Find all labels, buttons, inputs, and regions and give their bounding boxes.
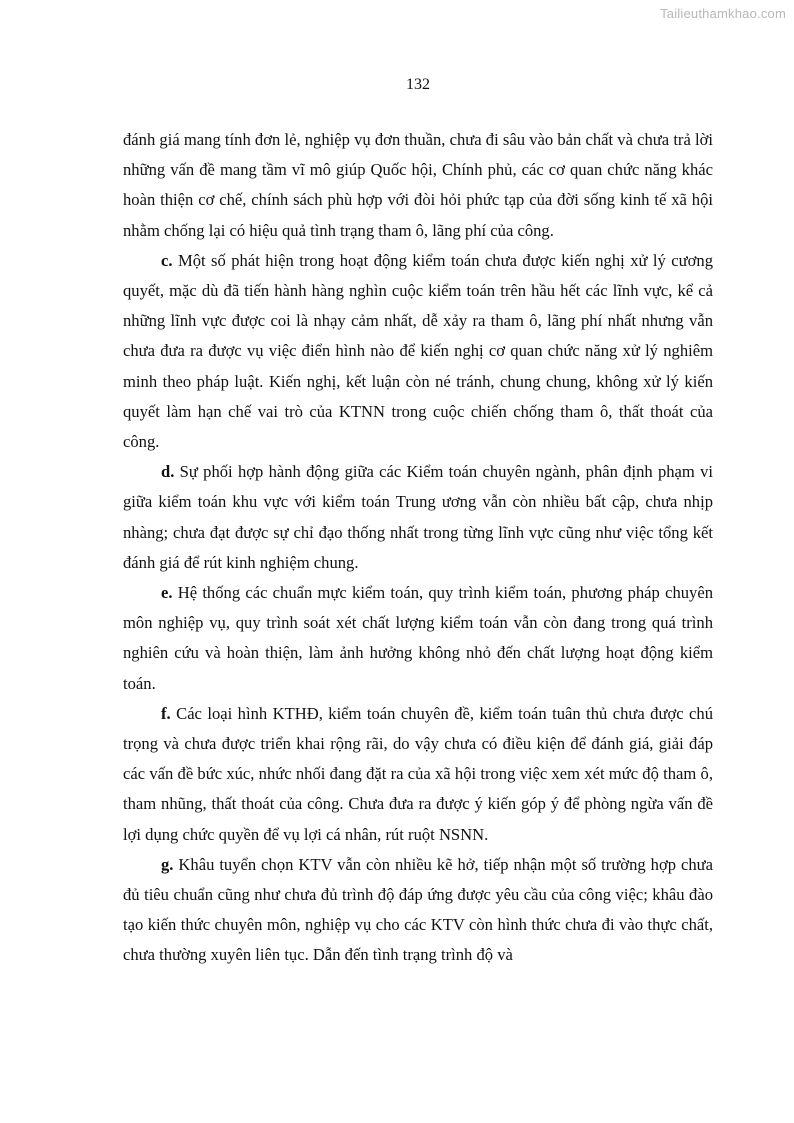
paragraph-text: đánh giá mang tính đơn lẻ, nghiệp vụ đơn thuần, chưa đi sâu vào bản chất và chưa trả lời những vấn đề mang tầm vĩ mô giúp Quốc hội, Chính phủ, các cơ quan chức năng khác hoàn thiện cơ chế, chính sách phù hợp với đòi hỏi phức tạp của đời sống kinh tế xã hội nhằm chống lại có hiệu quả tình trạng tham ô, lãng phí của công. bbox=[123, 130, 713, 240]
paragraph-d bbox=[123, 457, 713, 578]
paragraph-text: Sự phối hợp hành động giữa các Kiểm toán chuyên ngành, phân định phạm vi giữa kiểm toán khu vực với kiểm toán Trung ương vẫn còn nhiều bất cập, chưa nhịp nhàng; chưa đạt được sự chỉ đạo thống nhất trong từng lĩnh vực cũng như việc tổng kết đánh giá để rút kinh nghiệm chung. bbox=[123, 462, 713, 572]
page-number: 132 bbox=[406, 76, 430, 93]
paragraph-label: g. bbox=[161, 854, 174, 874]
paragraph-label: c. bbox=[161, 250, 173, 270]
paragraph-g bbox=[123, 850, 713, 971]
paragraph-e bbox=[123, 578, 713, 699]
paragraph-label: f. bbox=[161, 703, 171, 723]
paragraph-c bbox=[123, 246, 713, 457]
paragraph-text: Các loại hình KTHĐ, kiểm toán chuyên đề, kiểm toán tuân thủ chưa được chú trọng và chưa được triển khai rộng rãi, do vậy chưa có điều kiện để đánh giá, giải đáp các vấn đề bức xúc, nhức nhối đang đặt ra của xã hội trong việc xem xét mức độ tham ô, tham nhũng, thất thoát của công. Chưa đưa ra được ý kiến góp ý để phòng ngừa vấn đề lợi dụng chức quyền để vụ lợi cá nhân, rút ruột NSNN. bbox=[123, 703, 713, 844]
paragraph-label: d. bbox=[161, 462, 175, 482]
paragraph-f bbox=[123, 699, 713, 850]
paragraph-text: Khâu tuyển chọn KTV vẫn còn nhiều kẽ hở, tiếp nhận một số trường hợp chưa đủ tiêu chuẩn cũng như chưa đủ trình độ đáp ứng được yêu cầu của công việc; khâu đào tạo kiến thức chuyên môn, nghiệp vụ cho các KTV còn hình thức chưa đi vào thực chất, chưa thường xuyên liên tục. Dẫn đến tình trạng trình độ và bbox=[123, 854, 713, 965]
document-body bbox=[123, 125, 713, 971]
paragraph-text: Một số phát hiện trong hoạt động kiểm toán chưa được kiến nghị xử lý cương quyết, mặc dù đã tiến hành hàng nghìn cuộc kiểm toán trên hầu hết các lĩnh vực, kể cả những lĩnh vực được coi là nhạy cảm nhất, dễ xảy ra tham ô, lãng phí nhất nhưng vẫn chưa đưa ra được vụ việc điển hình nào để kiến nghị cơ quan chức năng xử lý nghiêm minh theo pháp luật. Kiến nghị, kết luận còn né tránh, chung chung, không xử lý kiến quyết làm hạn chế vai trò của KTNN trong cuộc chiến chống tham ô, thất thoát của công. bbox=[123, 250, 713, 452]
paragraph-label: e. bbox=[161, 583, 173, 603]
watermark-text: Tailieuthamkhao.com bbox=[660, 6, 786, 21]
paragraph-continuation bbox=[123, 125, 713, 246]
paragraph-text: Hệ thống các chuẩn mực kiểm toán, quy trình kiểm toán, phương pháp chuyên môn nghiệp vụ, quy trình soát xét chất lượng kiểm toán vẫn còn đang trong quá trình nghiên cứu và hoàn thiện, làm ảnh hưởng không nhỏ đến chất lượng hoạt động kiểm toán. bbox=[123, 583, 713, 693]
